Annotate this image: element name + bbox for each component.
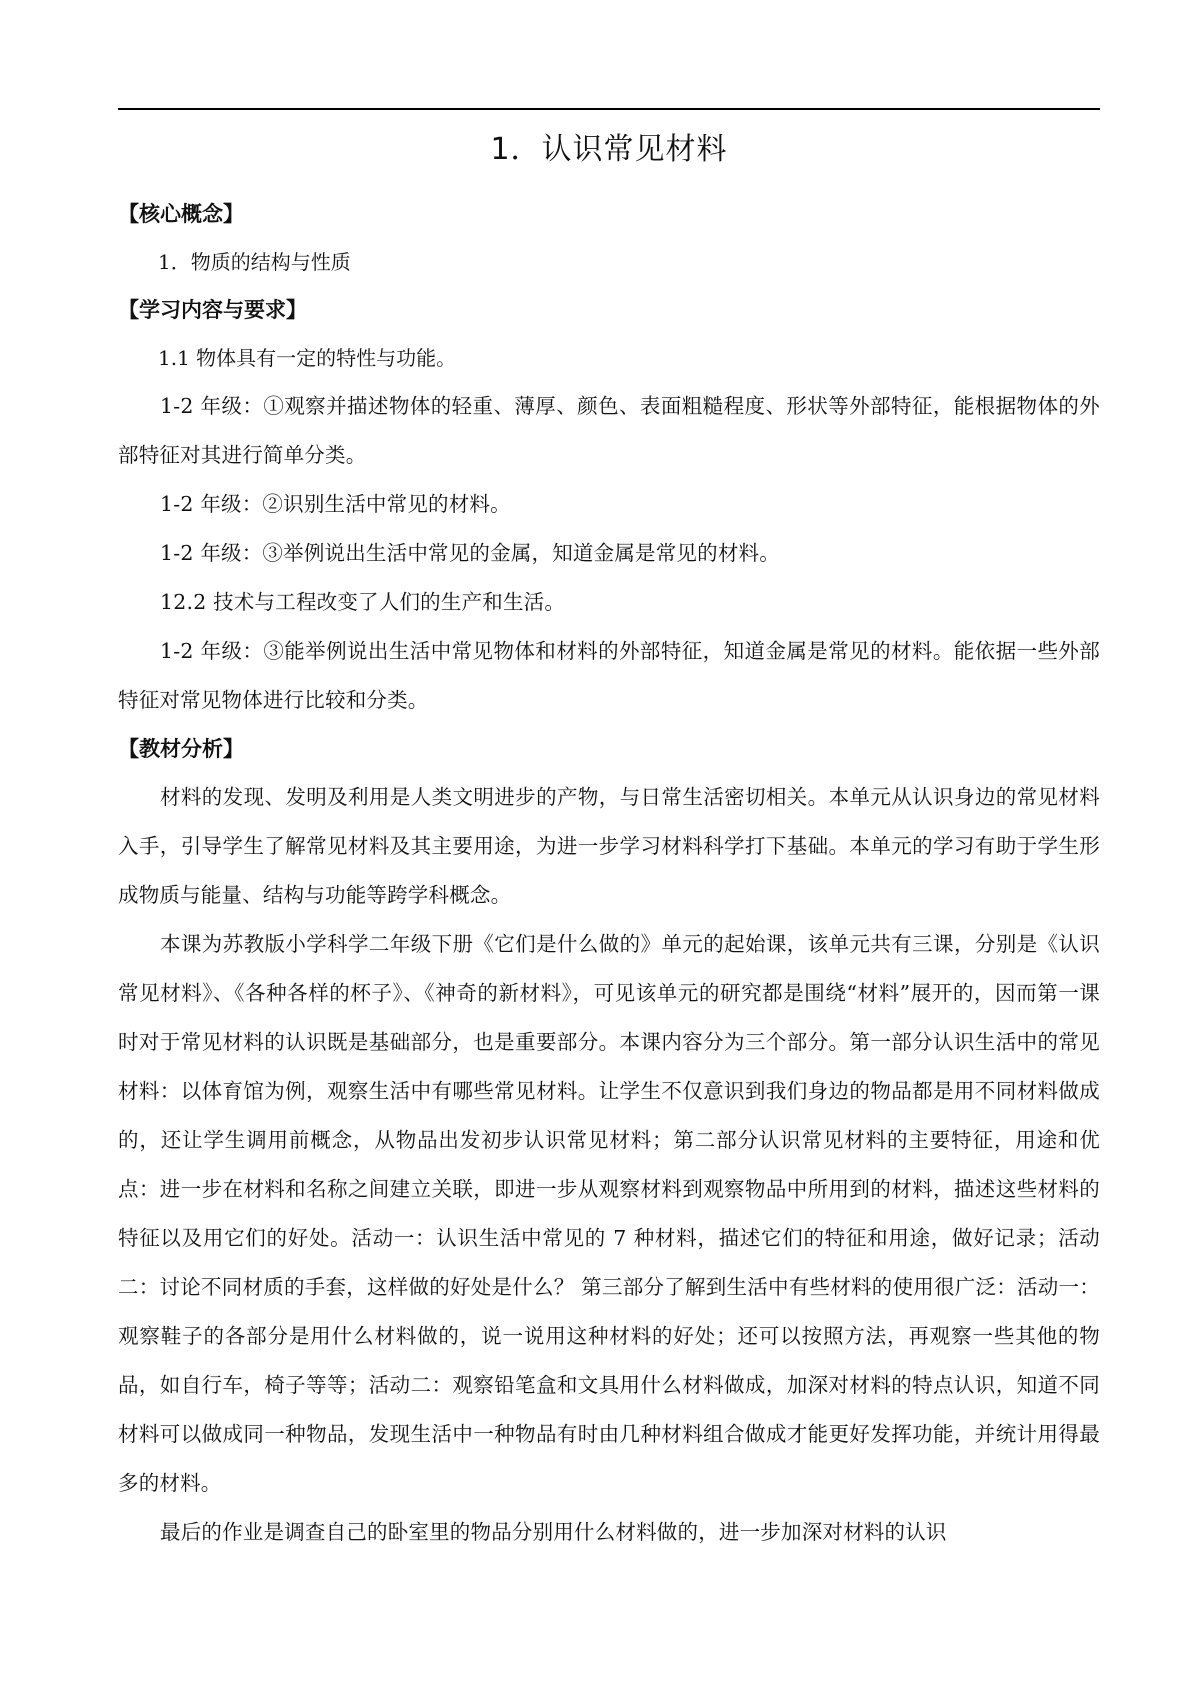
- requirement-line: 1-2 年级：①观察并描述物体的轻重、薄厚、颜色、表面粗糙程度、形状等外部特征，能根据物体的外部特征对其进行简单分类。: [118, 394, 1100, 467]
- requirement-line: 1-2 年级：②识别生活中常见的材料。: [160, 492, 511, 516]
- page-title: 1．认识常见材料: [490, 132, 728, 167]
- requirement-line: 12.2 技术与工程改变了人们的生产和生活。: [160, 590, 566, 614]
- header-rule: [118, 108, 1100, 110]
- section-heading-requirements: 【学习内容与要求】: [118, 298, 307, 322]
- section-heading-core-concept: 【核心概念】: [118, 202, 244, 226]
- requirement-line: 1-2 年级：③举例说出生活中常见的金属，知道金属是常见的材料。: [160, 541, 780, 565]
- section-heading-textbook-analysis: 【教材分析】: [118, 737, 244, 761]
- document-page: [118, 118, 1100, 1557]
- analysis-paragraph: 最后的作业是调查自己的卧室里的物品分别用什么材料做的，进一步加深对材料的认识: [160, 1520, 947, 1544]
- requirement-line: 1.1 物体具有一定的特性与功能。: [158, 346, 457, 370]
- core-concept-item: 1．物质的结构与性质: [158, 250, 351, 274]
- requirement-line: 1-2 年级：③能举例说出生活中常见物体和材料的外部特征，知道金属是常见的材料。能依据一些外部特征对常见物体进行比较和分类。: [118, 639, 1100, 712]
- analysis-paragraph: 材料的发现、发明及利用是人类文明进步的产物，与日常生活密切相关。本单元从认识身边的常见材料入手，引导学生了解常见材料及其主要用途，为进一步学习材料科学打下基础。本单元的学习有助于学生形成物质与能量、结构与功能等跨学科概念。: [118, 785, 1100, 907]
- analysis-paragraph: 本课为苏教版小学科学二年级下册《它们是什么做的》单元的起始课，该单元共有三课，分别是《认识常见材料》、《各种各样的杯子》、《神奇的新材料》，可见该单元的研究都是围绕“材料”展开的，因而第一课时对于常见材料的认识既是基础部分，也是重要部分。本课内容分为三个部分。第一部分认识生活中的常见材料：以体育馆为例，观察生活中有哪些常见材料。让学生不仅意识到我们身边的物品都是用不同材料做成的，还让学生调用前概念，从物品出发初步认识常见材料；第二部分认识常见材料的主要特征，用途和优点：进一步在材料和名称之间建立关联，即进一步从观察材料到观察物品中所用到的材料，描述这些材料的特征以及用它们的好处。活动一：认识生活中常见的 7 种材料，描述它们的特征和用途，做好记录；活动二：讨论不同材质的手套，这样做的好处是什么？ 第三部分了解到生活中有些材料的使用很广泛：活动一：观察鞋子的各部分是用什么材料做的，说一说用这种材料的好处；还可以按照方法，再观察一些其他的物品，如自行车，椅子等等；活动二：观察铅笔盒和文具用什么材料做成，加深对材料的特点认识，知道不同材料可以做成同一种物品，发现生活中一种物品有时由几种材料组合做成才能更好发挥功能，并统计用得最多的材料。: [118, 932, 1100, 1495]
